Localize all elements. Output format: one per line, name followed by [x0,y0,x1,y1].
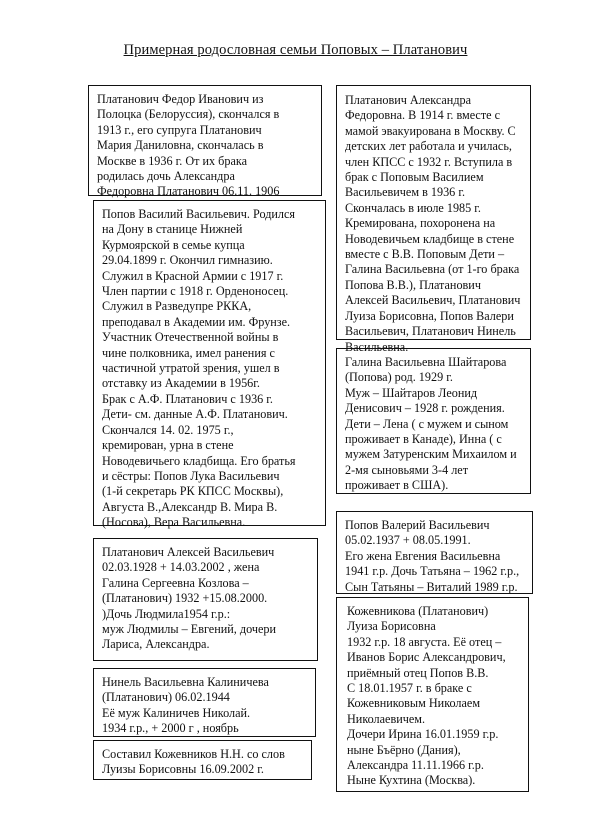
text-line: Лариса, Александра. [102,637,210,652]
text-line: Платанович Алексей Васильевич [102,545,275,559]
text-line: мамой эвакуирована в Москву. С [345,123,516,138]
box-valery-popov [336,511,533,594]
box-luiza-kozhevnikova [336,597,529,792]
box-ninel-kalinicheva [93,668,316,737]
text-line: Сын Татьяны – Виталий 1989 г.р. [345,579,518,594]
text-line: частичной утратой зрения, ушел в [102,361,280,376]
text-line: Ныне Кухтина (Москва). [347,773,476,788]
text-line: 02.03.1928 + 14.03.2002 , жена [102,560,260,575]
text-line: Брак с А.Ф. Платанович с 1936 г. [102,391,273,406]
text-line: ныне Бъёрно (Дания), [347,742,461,757]
text-line: (Попова) род. 1929 г. [345,370,453,385]
text-line: Курмоярской в семье купца [102,237,245,252]
text-line: и сёстры: Попов Лука Васильевич [102,468,280,483]
text-line: Федоровна. В 1914 г. вместе с [345,108,501,123]
text-line: Луизы Борисовны 16.09.2002 г. [102,762,264,777]
text-line: Её муж Калиничев Николай. [102,705,251,720]
box-galina-shaitarova [336,348,531,494]
text-line: Галина Сергеевна Козлова – [102,575,249,590]
text-line: 1941 г.р. Дочь Татьяна – 1962 г.р., [345,564,520,579]
text-line: Участник Отечественной войны в [102,330,279,345]
text-line: приёмный отец Попов В.В. [347,665,489,680]
text-line: мужем Затуренским Михаилом и [345,447,517,462]
text-line: родилась дочь Александра [97,169,235,184]
text-line: Луиза Борисовна, Попов Валери [345,308,514,323]
text-line: вместе с В.В. Поповым Дети – [345,247,505,262]
text-line: 2-мя сыновьями 3-4 лет [345,462,469,477]
text-line: Августа В.,Александр В. Мира В. [102,499,278,514]
text-line: Кожевникова (Платанович) [347,604,489,618]
box-compiler-note [93,740,312,780]
text-line: Александра 11.11.1966 г.р. [347,758,484,773]
text-line: Васильевич, Платанович Нинель [345,324,516,339]
text-line: Платанович Федор Иванович из [97,92,264,106]
text-line: Николаевичем. [347,711,426,726]
text-line: Дети – Лена ( с мужем и сыном [345,416,509,431]
text-line: 1913 г., его супруга Платанович [97,122,262,137]
text-line: (1-й секретарь РК КПСС Москвы), [102,484,284,499]
text-line: Служил в Разведупре РККА, [102,299,252,314]
box-alexey-platanovich [93,538,318,661]
text-line: 1934 г.р., + 2000 г , ноябрь [102,721,239,736]
text-line: муж Людмилы – Евгений, дочери [102,622,276,637]
text-line: Новодевичьем кладбище в стене [345,231,515,246]
text-line: Его жена Евгения Васильевна [345,548,501,563]
text-line: Мария Даниловна, скончалась в [97,138,264,153]
text-line: Скончалась в июле 1985 г. [345,200,481,215]
text-line: 05.02.1937 + 08.05.1991. [345,533,471,548]
text-line: )Дочь Людмила1954 г.р.: [102,606,231,621]
text-line: 29.04.1899 г. Окончил гимназию. [102,253,273,268]
text-line: проживает в США). [345,478,449,493]
box-vasily-popov [93,200,326,530]
text-line: Васильевна. [345,339,409,354]
text-line: кремирован, урна в стене [102,438,234,453]
text-line: член КПСС с 1932 г. Вступила в [345,154,513,169]
text-line: Алексей Васильевич, Платанович [345,293,521,308]
text-line: Москве в 1936 г. От их брака [97,153,248,168]
document-title: Примерная родословная семьи Поповых – Платанович [123,42,468,58]
text-line: Полоцка (Белоруссия), скончался в [97,107,280,122]
text-line: Кожевниковым Николаем [347,696,481,711]
text-line: С 18.01.1957 г. в браке с [347,681,472,696]
text-line: на Дону в станице Нижней [102,222,243,237]
text-line: Федоровна Платанович 06.11. 1906 [97,184,280,199]
text-line: Галина Васильевна Шайтарова [345,355,507,369]
text-line: Дети- см. данные А.Ф. Платанович. [102,407,288,422]
text-line: отставку из Академии в 1956г. [102,376,260,391]
text-line: (Платанович) 1932 +15.08.2000. [102,591,268,606]
text-line: Муж – Шайтаров Леонид [345,385,478,400]
text-line: Луиза Борисовна [347,619,436,634]
text-line: Член партии с 1918 г. Орденоносец. [102,284,289,299]
text-line: (Платанович) 06.02.1944 [102,690,230,705]
text-line: Иванов Борис Александрович, [347,650,506,665]
text-line: Скончался 14. 02. 1975 г., [102,422,234,437]
text-line: (Носова), Вера Васильевна. [102,515,246,530]
text-line: Денисович – 1928 г. рождения. [345,401,505,416]
box-fedor-platanovich [88,85,322,199]
text-line: брак с Поповым Василием [345,170,484,185]
text-line: Составил Кожевников Н.Н. со слов [102,747,285,761]
text-line: Кремирована, похоронена на [345,216,496,231]
text-line: Галина Васильевна (от 1-го брака [345,262,520,277]
text-line: детских лет работала и училась, [345,139,512,154]
text-line: Дочери Ирина 16.01.1959 г.р. [347,727,499,742]
text-line: Нинель Васильевна Калиничева [102,675,269,689]
text-line: Попова В.В.), Платанович [345,277,481,292]
box-alexandra-platanovich [336,85,531,354]
text-line: 1932 г.р. 18 августа. Её отец – [347,634,502,649]
text-line: Васильевичем в 1936 г. [345,185,465,200]
text-line: проживает в Канаде), Инна ( с [345,432,502,447]
text-line: Платанович Александра [345,93,472,107]
text-line: Попов Валерий Васильевич [345,518,490,532]
text-line: Попов Василий Васильевич. Родился [102,207,296,221]
text-line: Служил в Красной Армии с 1917 г. [102,268,284,283]
text-line: преподавал в Академии им. Фрунзе. [102,314,291,329]
text-line: чине полковника, имел ранения с [102,345,275,360]
text-line: Новодевичьего кладбища. Его братья [102,453,296,468]
